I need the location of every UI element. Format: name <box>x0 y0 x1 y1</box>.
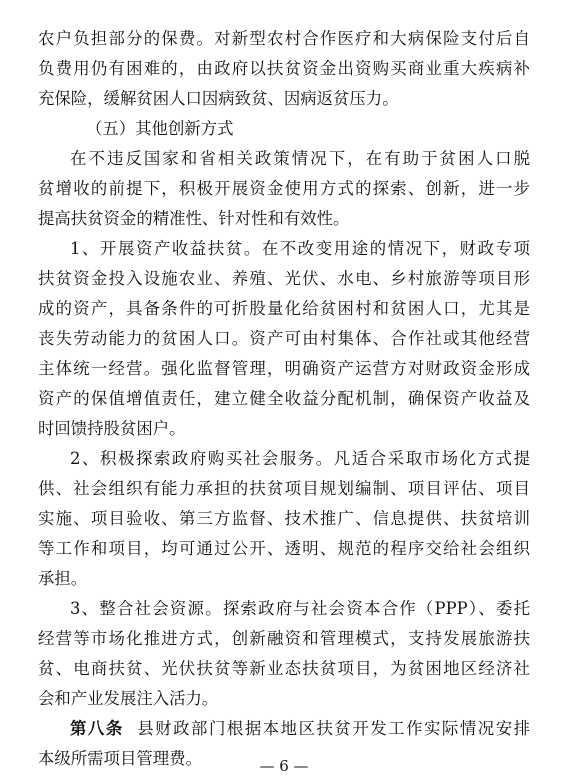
body-line: 实施、项目验收、第三方监督、技术推广、信息提供、扶贫培训 <box>38 509 530 528</box>
body-line: 等工作和项目，均可通过公开、透明、规范的程序交给社会组织 <box>38 539 530 558</box>
body-line: 负费用仍有困难的，由政府以扶贫资金出资购买商业重大疾病补 <box>38 59 530 78</box>
article-line-2: 本级所需项目管理费。 <box>38 749 202 768</box>
body-line: 贫、电商扶贫、光伏扶贫等新业态扶贫项目，为贫困地区经济社 <box>38 659 530 678</box>
body-line: 扶贫资金投入设施农业、养殖、光伏、水电、乡村旅游等项目形 <box>38 269 530 288</box>
article-text: 县财政部门根据本地区扶贫开发工作实际情况安排 <box>135 719 531 738</box>
body-line: 提高扶贫资金的精准性、针对性和有效性。 <box>38 209 350 228</box>
body-line: 成的资产，具备条件的可折股量化给贫困村和贫困人口，尤其是 <box>38 299 530 318</box>
body-line: 丧失劳动能力的贫困人口。资产可由村集体、合作社或其他经营 <box>38 329 530 348</box>
body-line: 1、开展资产收益扶贫。在不改变用途的情况下，财政专项 <box>70 239 530 258</box>
article-line <box>70 716 530 742</box>
body-line: 农户负担部分的保费。对新型农村合作医疗和大病保险支付后自 <box>38 29 530 48</box>
body-line: 3、整合社会资源。探索政府与社会资本合作（PPP）、委托 <box>70 599 530 618</box>
body-line: 在不违反国家和省相关政策情况下，在有助于贫困人口脱 <box>70 149 530 168</box>
article-number: 第八条 <box>70 719 124 738</box>
body-line: 2、积极探索政府购买社会服务。凡适合采取市场化方式提 <box>70 449 530 468</box>
body-line: 主体统一经营。强化监督管理，明确资产运营方对财政资金形成 <box>38 359 530 378</box>
body-line: 时回馈持股贫困户。 <box>38 419 186 438</box>
body-line: 经营等市场化推进方式，创新融资和管理模式，支持发展旅游扶 <box>38 629 530 648</box>
body-line: 贫增收的前提下，积极开展资金使用方式的探索、创新，进一步 <box>38 179 530 198</box>
body-line: 资产的保值增值责任，建立健全收益分配机制，确保资产收益及 <box>38 389 530 408</box>
section-heading: （五）其他创新方式 <box>86 119 234 138</box>
body-line: 承担。 <box>38 569 88 588</box>
page-number: — 6 — <box>259 757 309 775</box>
body-line: 充保险，缓解贫困人口因病致贫、因病返贫压力。 <box>38 89 399 108</box>
body-line: 会和产业发展注入活力。 <box>38 689 219 708</box>
body-line: 供、社会组织有能力承担的扶贫项目规划编制、项目评估、项目 <box>38 479 530 498</box>
